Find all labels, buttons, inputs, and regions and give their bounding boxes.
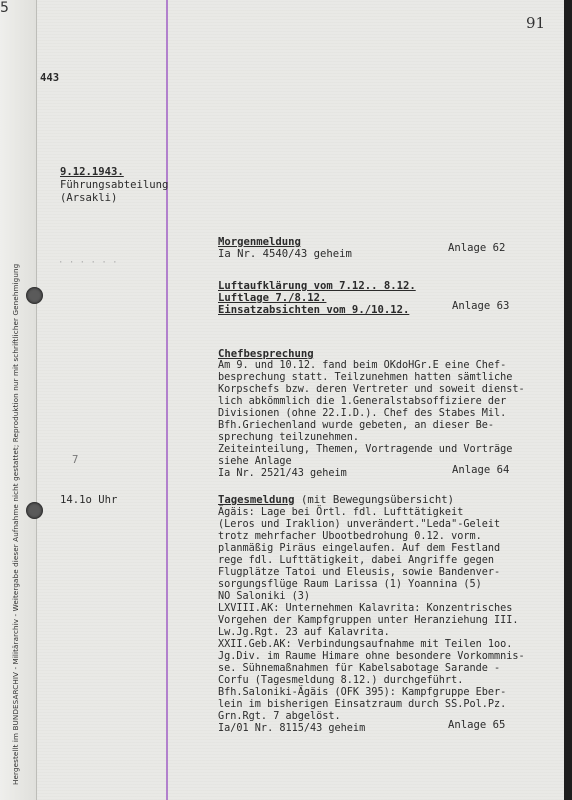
- entry-line: sorgungsflüge Raum Larissa (1) Yoannina (5): [218, 579, 482, 590]
- entry-line: Corfu (Tagesmeldung 8.12.) durchgeführt.: [218, 675, 464, 686]
- entry-ref: Ia Nr. 4540/43 geheim: [218, 248, 352, 260]
- anlage-label: Anlage 65: [448, 719, 506, 731]
- faint-stamp: · · · · · ·: [58, 258, 118, 268]
- entry-line: sprechung teilzunehmen.: [218, 432, 360, 443]
- punch-hole: [26, 287, 43, 304]
- margin-mark: 7: [72, 454, 79, 466]
- entry-line: Bfh.Saloniki-Ägäis (OFK 395): Kampfgruppe Eber-: [218, 687, 507, 698]
- anlage-label: Anlage 62: [448, 242, 506, 254]
- entry-ref: Ia/01 Nr. 8115/43 geheim: [218, 723, 366, 734]
- entry-line: lein im bisherigen Einsatzraum durch SS.Pol.Pz.: [218, 699, 507, 710]
- corner-number: 5: [0, 0, 9, 16]
- archive-note: Hergestellt im BUNDESARCHIV - Militärarchiv - Weitergabe dieser Aufnahme nicht gestattet; Reproduktion nur mit schriftlicher Genehmigung: [11, 263, 20, 785]
- page-edge: [564, 0, 572, 800]
- entry-line: XXII.Geb.AK: Verbindungsaufnahme mit Teilen 1oo.: [218, 639, 513, 650]
- entry-line: rege fdl. Lufttätigkeit, dabei Angriffe gegen: [218, 555, 495, 566]
- margin-line: [166, 0, 168, 800]
- entry-title-row: [218, 494, 454, 506]
- header-unit: Führungsabteilung: [60, 179, 169, 191]
- entry-line: Ägäis: Lage bei Örtl. fdl. Lufttätigkeit: [218, 507, 464, 518]
- header-ref: (Arsakli): [60, 192, 118, 204]
- entry-title-suffix: (mit Bewegungsübersicht): [300, 494, 455, 506]
- entry-line: siehe Anlage: [218, 456, 292, 467]
- folio-number: 443: [40, 72, 60, 84]
- entry-line: Flugplätze Tatoi und Eleusis, sowie Bandenver-: [218, 567, 501, 578]
- archive-margin-strip: [0, 0, 37, 800]
- entry-title: Morgenmeldung: [218, 236, 301, 248]
- page-number: 91: [526, 14, 546, 32]
- entry-line: Bfh.Griechenland wurde gebeten, an dieser Be-: [218, 420, 495, 431]
- entry-line: planmäßig Piräus eingelaufen. Auf dem Festland: [218, 543, 501, 554]
- entry-line: Jg.Div. im Raume Himare ohne besondere Vorkommnis-: [218, 651, 525, 662]
- anlage-label: Anlage 63: [452, 300, 510, 312]
- entry-time: 14.1o Uhr: [60, 494, 118, 506]
- entry-line: se. Sühnemaßnahmen für Kabelsabotage Sarande -: [218, 663, 501, 674]
- entry-title: Tagesmeldung: [218, 494, 295, 506]
- entry-line: lich abkömmlich die 1.Generalstabsoffiziere der: [218, 396, 507, 407]
- entry-line: Vorgehen der Kampfgruppen unter Heranziehung III.: [218, 615, 519, 626]
- entry-title: Luftaufklärung vom 7.12.. 8.12.: [218, 280, 416, 292]
- entry-line: (Leros und Iraklion) unverändert."Leda"-Geleit: [218, 519, 501, 530]
- entry-title: Luftlage 7./8.12.: [218, 292, 327, 304]
- entry-ref: Ia Nr. 2521/43 geheim: [218, 468, 347, 479]
- entry-title: Einsatzabsichten vom 9./10.12.: [218, 304, 410, 316]
- entry-line: Zeiteinteilung, Themen, Vortragende und Vorträge: [218, 444, 513, 455]
- anlage-label: Anlage 64: [452, 464, 510, 476]
- header-date: 9.12.1943.: [60, 166, 124, 178]
- entry-line: Grn.Rgt. 7 abgelöst.: [218, 711, 341, 722]
- entry-line: LXVIII.AK: Unternehmen Kalavrita: Konzentrisches: [218, 603, 513, 614]
- entry-line: NO Saloniki (3): [218, 591, 311, 602]
- entry-line: Am 9. und 10.12. fand beim OKdoHGr.E eine Chef-: [218, 360, 507, 371]
- entry-title: Chefbesprechung: [218, 348, 314, 360]
- entry-line: Divisionen (ohne 22.I.D.). Chef des Stabes Mil.: [218, 408, 507, 419]
- entry-line: Lw.Jg.Rgt. 23 auf Kalavrita.: [218, 627, 390, 638]
- punch-hole: [26, 502, 43, 519]
- entry-line: trotz mehrfacher Ubootbedrohung 0.12. vorm.: [218, 531, 482, 542]
- entry-line: besprechung statt. Teilzunehmen hatten sämtliche: [218, 372, 513, 383]
- entry-line: Korpschefs bzw. deren Vertreter und soweit dienst-: [218, 384, 525, 395]
